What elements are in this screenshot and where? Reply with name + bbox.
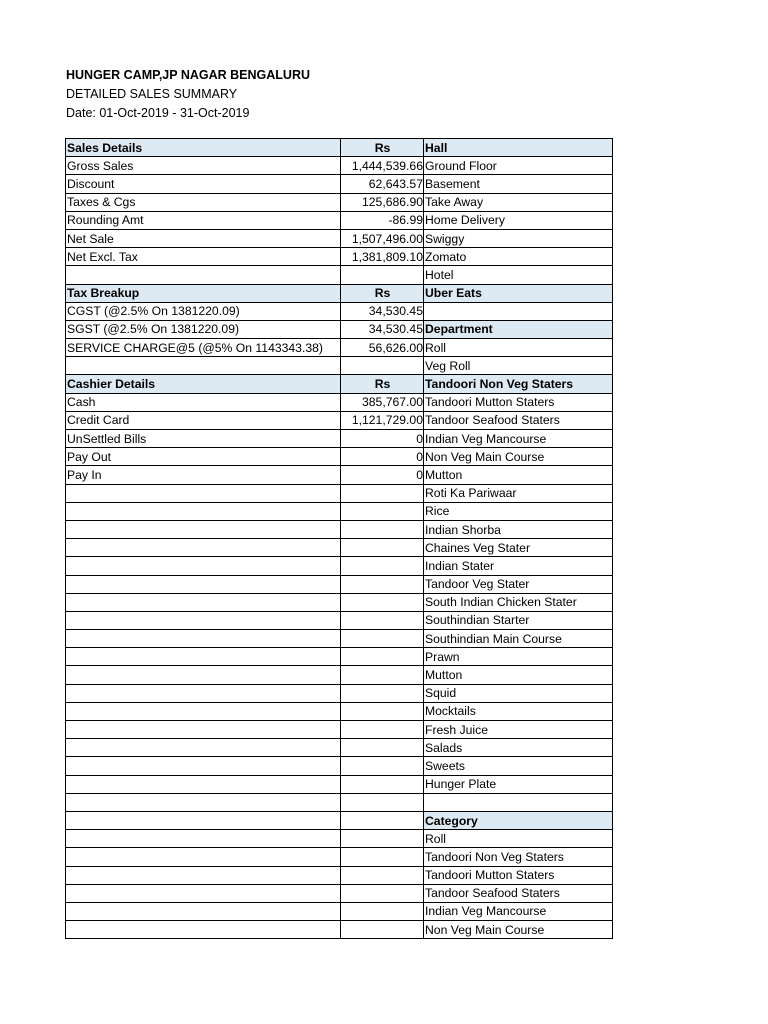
table-row xyxy=(66,520,613,538)
row-category: Basement xyxy=(424,175,613,193)
row-amount: 0 xyxy=(341,430,424,448)
table-row xyxy=(66,175,613,193)
row-amount xyxy=(341,520,424,538)
row-amount xyxy=(341,575,424,593)
row-amount: 125,686.90 xyxy=(341,193,424,211)
row-category: Southindian Starter xyxy=(424,611,613,629)
table-row xyxy=(66,575,613,593)
row-category: Tandoor Seafood Staters xyxy=(424,884,613,902)
table-row xyxy=(66,921,613,939)
table-row xyxy=(66,484,613,502)
table-row xyxy=(66,211,613,229)
table-row xyxy=(66,630,613,648)
row-category: Uber Eats xyxy=(424,284,613,302)
table-row xyxy=(66,702,613,720)
row-amount: 0 xyxy=(341,448,424,466)
row-amount xyxy=(341,902,424,920)
table-row xyxy=(66,375,613,393)
table-row xyxy=(66,811,613,829)
sales-summary-table xyxy=(65,138,613,939)
row-amount xyxy=(341,666,424,684)
row-label xyxy=(66,793,341,811)
row-label xyxy=(66,775,341,793)
row-label xyxy=(66,866,341,884)
table-row xyxy=(66,302,613,320)
row-label xyxy=(66,484,341,502)
row-label: Discount xyxy=(66,175,341,193)
row-amount: 34,530.45 xyxy=(341,320,424,338)
table-row xyxy=(66,866,613,884)
table-row xyxy=(66,284,613,302)
row-category: Indian Shorba xyxy=(424,520,613,538)
row-amount: Rs xyxy=(341,139,424,157)
row-label: Sales Details xyxy=(66,139,341,157)
row-label xyxy=(66,502,341,520)
row-amount: -86.99 xyxy=(341,211,424,229)
row-category: Hunger Plate xyxy=(424,775,613,793)
row-label xyxy=(66,666,341,684)
row-category: Roti Ka Pariwaar xyxy=(424,484,613,502)
row-category: Mutton xyxy=(424,466,613,484)
row-category: Home Delivery xyxy=(424,211,613,229)
row-amount: 56,626.00 xyxy=(341,339,424,357)
row-category: Southindian Main Course xyxy=(424,630,613,648)
row-label xyxy=(66,884,341,902)
row-label: Taxes & Cgs xyxy=(66,193,341,211)
row-label: Gross Sales xyxy=(66,157,341,175)
row-amount xyxy=(341,484,424,502)
row-category: Squid xyxy=(424,684,613,702)
row-category: South Indian Chicken Stater xyxy=(424,593,613,611)
sales-summary-body xyxy=(66,139,613,939)
row-label xyxy=(66,630,341,648)
row-label: Credit Card xyxy=(66,411,341,429)
row-amount xyxy=(341,739,424,757)
row-category: Department xyxy=(424,320,613,338)
table-row xyxy=(66,157,613,175)
row-label: Tax Breakup xyxy=(66,284,341,302)
row-amount xyxy=(341,830,424,848)
row-amount xyxy=(341,611,424,629)
row-label: SERVICE CHARGE@5 (@5% On 1143343.38) xyxy=(66,339,341,357)
row-label xyxy=(66,575,341,593)
row-category xyxy=(424,793,613,811)
row-category: Indian Veg Mancourse xyxy=(424,902,613,920)
table-row xyxy=(66,539,613,557)
row-label xyxy=(66,593,341,611)
row-category: Indian Veg Mancourse xyxy=(424,430,613,448)
row-category: Sweets xyxy=(424,757,613,775)
row-label xyxy=(66,648,341,666)
row-label xyxy=(66,520,341,538)
row-amount: 62,643.57 xyxy=(341,175,424,193)
row-label xyxy=(66,611,341,629)
table-row xyxy=(66,193,613,211)
row-label xyxy=(66,830,341,848)
row-label xyxy=(66,557,341,575)
row-category: Mutton xyxy=(424,666,613,684)
row-amount xyxy=(341,266,424,284)
row-amount: 34,530.45 xyxy=(341,302,424,320)
row-amount: Rs xyxy=(341,284,424,302)
row-category: Non Veg Main Course xyxy=(424,921,613,939)
row-amount xyxy=(341,757,424,775)
row-category: Fresh Juice xyxy=(424,721,613,739)
row-category: Ground Floor xyxy=(424,157,613,175)
row-amount xyxy=(341,702,424,720)
report-title: DETAILED SALES SUMMARY xyxy=(66,87,238,101)
row-label xyxy=(66,684,341,702)
table-row xyxy=(66,793,613,811)
date-range: Date: 01-Oct-2019 - 31-Oct-2019 xyxy=(66,106,250,120)
row-category: Roll xyxy=(424,830,613,848)
row-label: Pay In xyxy=(66,466,341,484)
row-amount xyxy=(341,848,424,866)
row-label xyxy=(66,739,341,757)
row-label xyxy=(66,721,341,739)
table-row xyxy=(66,266,613,284)
table-row xyxy=(66,248,613,266)
row-label xyxy=(66,266,341,284)
row-category: Tandoori Mutton Staters xyxy=(424,393,613,411)
row-amount xyxy=(341,648,424,666)
table-row xyxy=(66,739,613,757)
row-label: SGST (@2.5% On 1381220.09) xyxy=(66,320,341,338)
row-category: Rice xyxy=(424,502,613,520)
row-label: CGST (@2.5% On 1381220.09) xyxy=(66,302,341,320)
row-category: Chaines Veg Stater xyxy=(424,539,613,557)
row-amount xyxy=(341,811,424,829)
row-category: Hotel xyxy=(424,266,613,284)
row-category: Tandoori Mutton Staters xyxy=(424,866,613,884)
table-row xyxy=(66,448,613,466)
table-row xyxy=(66,757,613,775)
row-amount: 385,767.00 xyxy=(341,393,424,411)
row-amount xyxy=(341,502,424,520)
report-header xyxy=(66,66,310,123)
row-label: Cashier Details xyxy=(66,375,341,393)
table-row xyxy=(66,721,613,739)
row-label xyxy=(66,539,341,557)
row-category: Non Veg Main Course xyxy=(424,448,613,466)
row-label: Rounding Amt xyxy=(66,211,341,229)
row-label xyxy=(66,848,341,866)
table-row xyxy=(66,684,613,702)
row-category: Veg Roll xyxy=(424,357,613,375)
row-category: Tandoori Non Veg Staters xyxy=(424,848,613,866)
table-row xyxy=(66,648,613,666)
table-row xyxy=(66,666,613,684)
row-amount: Rs xyxy=(341,375,424,393)
row-amount xyxy=(341,884,424,902)
table-row xyxy=(66,557,613,575)
row-amount xyxy=(341,357,424,375)
table-row xyxy=(66,902,613,920)
row-amount: 1,444,539.66 xyxy=(341,157,424,175)
row-label xyxy=(66,702,341,720)
row-label: Net Sale xyxy=(66,229,341,247)
row-amount xyxy=(341,557,424,575)
row-label xyxy=(66,902,341,920)
row-category: Salads xyxy=(424,739,613,757)
row-category: Prawn xyxy=(424,648,613,666)
row-category: Roll xyxy=(424,339,613,357)
table-row xyxy=(66,229,613,247)
table-row xyxy=(66,830,613,848)
row-category: Indian Stater xyxy=(424,557,613,575)
row-label xyxy=(66,357,341,375)
row-category: Mocktails xyxy=(424,702,613,720)
row-label: Net Excl. Tax xyxy=(66,248,341,266)
row-category: Tandoor Seafood Staters xyxy=(424,411,613,429)
company-name: HUNGER CAMP,JP NAGAR BENGALURU xyxy=(66,68,311,82)
row-amount xyxy=(341,721,424,739)
table-row xyxy=(66,502,613,520)
table-row xyxy=(66,611,613,629)
row-amount xyxy=(341,630,424,648)
row-amount: 1,381,809.10 xyxy=(341,248,424,266)
row-amount: 1,121,729.00 xyxy=(341,411,424,429)
table-row xyxy=(66,775,613,793)
row-category: Take Away xyxy=(424,193,613,211)
row-category: Tandoori Non Veg Staters xyxy=(424,375,613,393)
table-row xyxy=(66,430,613,448)
row-amount xyxy=(341,775,424,793)
row-label xyxy=(66,921,341,939)
table-row xyxy=(66,848,613,866)
table-row xyxy=(66,884,613,902)
table-row xyxy=(66,393,613,411)
row-amount xyxy=(341,866,424,884)
table-row xyxy=(66,339,613,357)
row-amount xyxy=(341,593,424,611)
row-label: Pay Out xyxy=(66,448,341,466)
row-amount xyxy=(341,539,424,557)
row-amount: 1,507,496.00 xyxy=(341,229,424,247)
row-label xyxy=(66,811,341,829)
row-amount xyxy=(341,793,424,811)
row-category xyxy=(424,302,613,320)
row-category: Swiggy xyxy=(424,229,613,247)
row-label: UnSettled Bills xyxy=(66,430,341,448)
row-label: Cash xyxy=(66,393,341,411)
table-row xyxy=(66,411,613,429)
row-category: Category xyxy=(424,811,613,829)
table-row xyxy=(66,466,613,484)
row-amount: 0 xyxy=(341,466,424,484)
table-row xyxy=(66,593,613,611)
row-amount xyxy=(341,921,424,939)
row-category: Zomato xyxy=(424,248,613,266)
table-row xyxy=(66,139,613,157)
row-label xyxy=(66,757,341,775)
table-row xyxy=(66,357,613,375)
row-amount xyxy=(341,684,424,702)
row-category: Hall xyxy=(424,139,613,157)
row-category: Tandoor Veg Stater xyxy=(424,575,613,593)
table-row xyxy=(66,320,613,338)
